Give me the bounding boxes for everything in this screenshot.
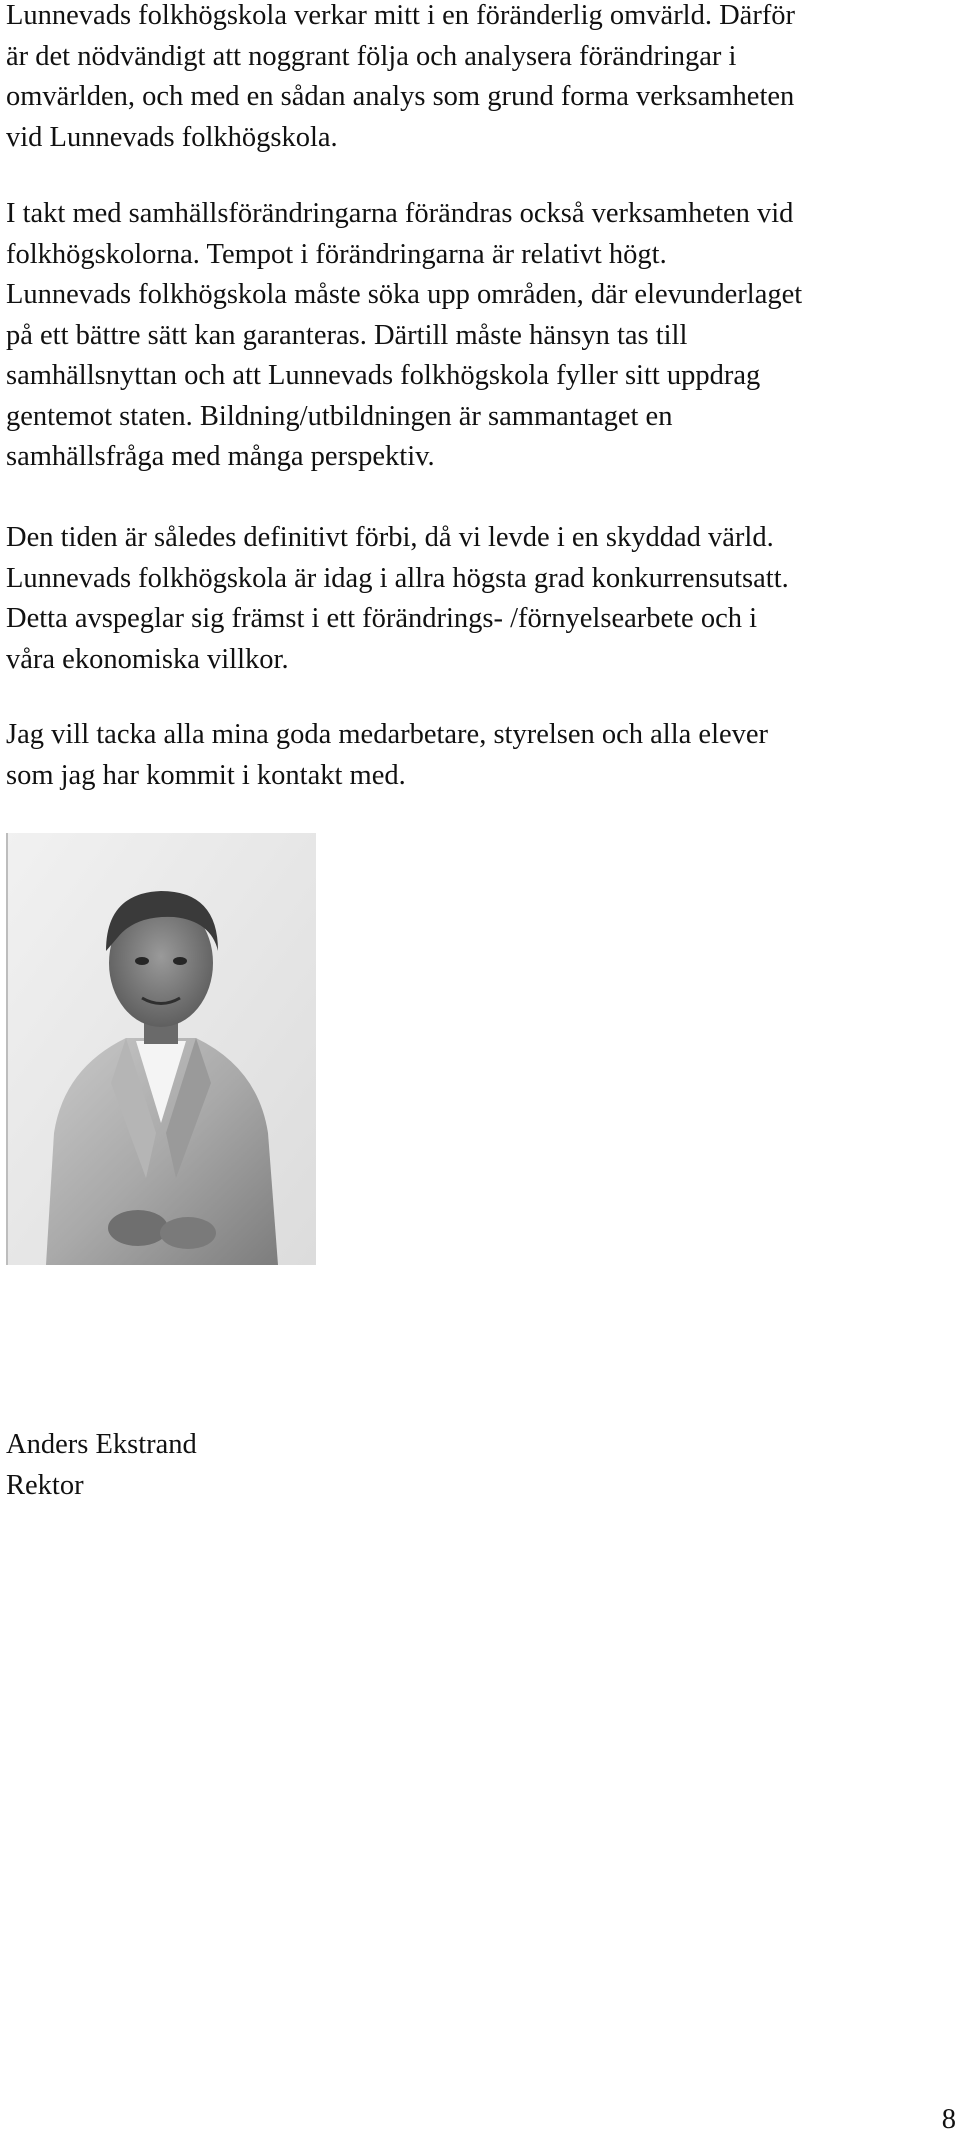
signature-title: Rektor bbox=[6, 1469, 84, 1501]
signature-name: Anders Ekstrand bbox=[6, 1429, 197, 1460]
portrait-photo bbox=[6, 833, 316, 1265]
page-number: 8 bbox=[941, 2104, 956, 2135]
paragraph-competition: Den tiden är således definitivt förbi, då vi levde i en skyddad värld. Lunnevads folkhögskola är idag i allra högsta grad konkurrensutsatt. Detta avspeglar sig främst i ett förändrings- /förnyelsearbete och i våra ekonomiska villkor. bbox=[6, 522, 789, 675]
signature-block bbox=[6, 1425, 197, 1506]
paragraph-intro: Lunnevads folkhögskola verkar mitt i en föränderlig omvärld. Därför är det nödvändigt att noggrant följa och analysera förändringar i omvärlden, och med en sådan analys som grund forma verksamheten vid Lunnevads folkhögskola. bbox=[6, 0, 796, 153]
paragraph-thanks: Jag vill tacka alla mina goda medarbetare, styrelsen och alla elever som jag har kommit i kontakt med. bbox=[6, 719, 769, 791]
paragraph-changes: I takt med samhällsförändringarna förändras också verksamheten vid folkhögskolorna. Tempot i förändringarna är relativt högt. Lunnevads folkhögskola måste söka upp områden, där elevunderlaget på ett bättre sätt kan garanteras. Därtill måste hänsyn tas till samhällsnyttan och att Lunnevads folkhögskola fyller sitt uppdrag gentemot staten. Bildning/utbildningen är sammantaget en samhällsfråga med många perspektiv. bbox=[6, 198, 803, 472]
